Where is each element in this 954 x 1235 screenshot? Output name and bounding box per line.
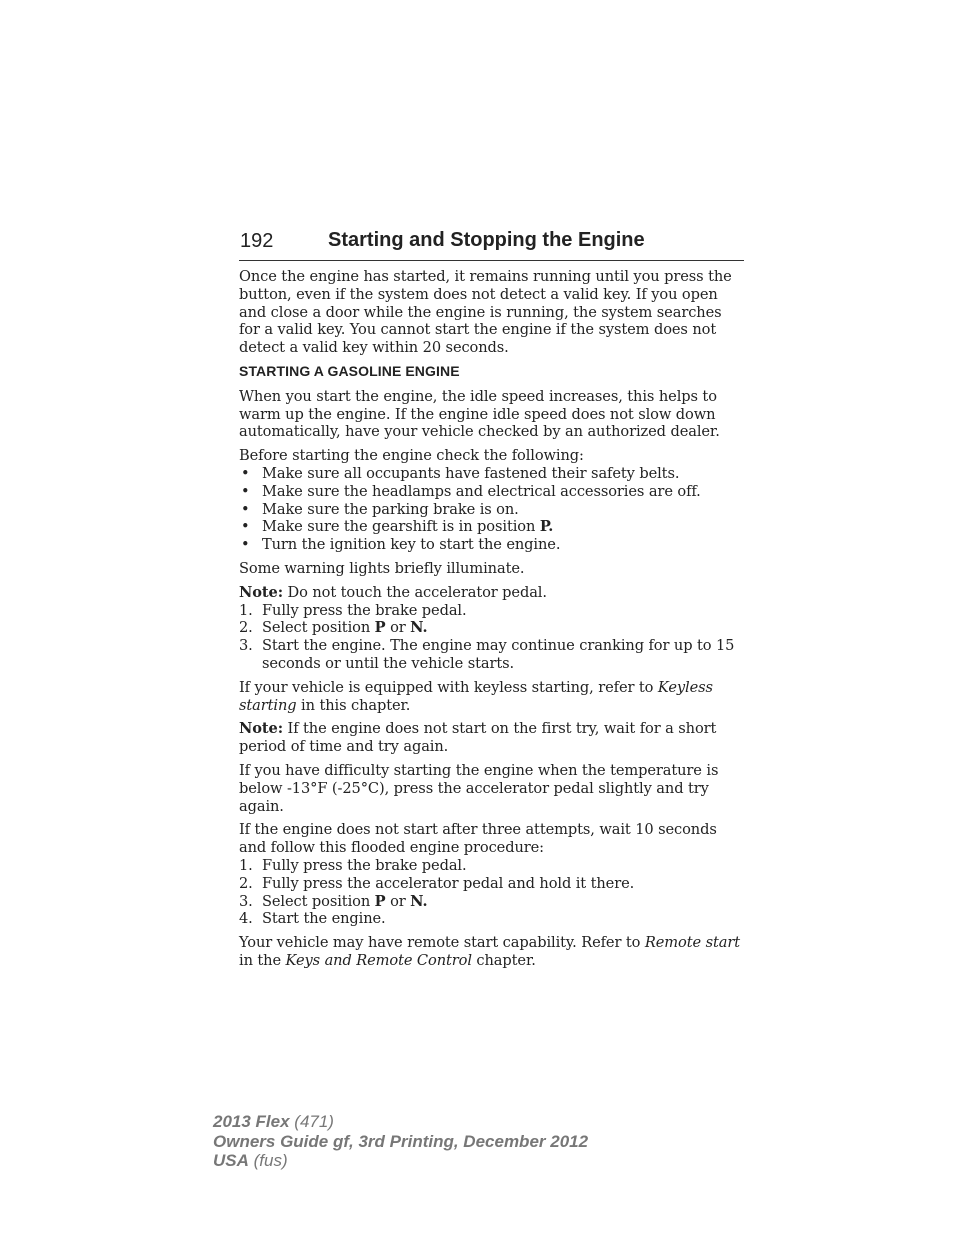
list-item: 2. Select position P or N.: [239, 619, 428, 637]
footer-line-model: 2013 Flex (471): [213, 1112, 334, 1131]
keyless-paragraph: If your vehicle is equipped with keyless starting, refer to Keyless starting in this chapter.: [239, 678, 713, 714]
intro-paragraph: Once the engine has started, it remains running until you press the button, even if the system does not detect a valid key. If you open and close a door while the engine is running, the system searches for a valid key. You cannot start the engine if the system does not detect a valid key within 20 seconds.: [239, 268, 732, 357]
note-accelerator: Note: Do not touch the accelerator pedal.: [239, 583, 547, 601]
step-number: 2.: [239, 619, 253, 637]
list-item: 2. Fully press the accelerator pedal and hold it there.: [239, 874, 635, 892]
list-item: • Make sure the gearshift is in position P.: [241, 518, 554, 536]
list-item: 1. Fully press the brake pedal.: [239, 601, 467, 619]
step-number: 3.: [239, 637, 253, 655]
list-item: • Turn the ignition key to start the engine.: [241, 536, 561, 554]
remote-start-reference: Remote start: [644, 934, 740, 952]
keys-chapter-reference: Keys and Remote Control: [285, 951, 472, 969]
list-item: • Make sure the parking brake is on.: [241, 500, 519, 518]
note-retry: Note: If the engine does not start on the first try, wait for a short period of time and try again.: [239, 720, 717, 756]
warning-lights-paragraph: Some warning lights briefly illuminate.: [239, 559, 525, 577]
step-number: 2.: [239, 874, 253, 892]
note-label: Note:: [239, 720, 283, 738]
list-item: • Make sure the headlamps and electrical accessories are off.: [241, 482, 701, 500]
bullet-icon: •: [241, 518, 250, 536]
step-number: 3.: [239, 892, 253, 910]
keyless-reference: Keyless starting: [239, 678, 713, 714]
page-content: [239, 268, 745, 976]
list-item: 3. Select position P or N.: [239, 892, 428, 910]
check-list: [239, 465, 745, 554]
footer-line-market: USA (fus): [213, 1151, 288, 1170]
list-item: 4. Start the engine.: [239, 910, 386, 928]
bullet-icon: •: [241, 464, 250, 482]
step-number: 1.: [239, 856, 253, 874]
start-steps: [239, 602, 745, 673]
step-number: 1.: [239, 601, 253, 619]
remote-start-paragraph: Your vehicle may have remote start capability. Refer to Remote start in the Keys and Remote Control chapter.: [239, 934, 740, 969]
step-number: 4.: [239, 910, 253, 928]
page-footer: [213, 1112, 588, 1171]
check-intro: Before starting the engine check the following:: [239, 447, 584, 465]
bullet-icon: •: [241, 536, 250, 554]
section-heading: STARTING A GASOLINE ENGINE: [239, 362, 460, 379]
footer-line-edition: Owners Guide gf, 3rd Printing, December 2012: [213, 1131, 589, 1151]
flooded-steps: [239, 857, 745, 928]
page-number: 192: [240, 230, 274, 252]
page-header: [239, 228, 744, 261]
list-item: 3. Start the engine. The engine may continue cranking for up to 15 seconds or until the vehicle starts.: [239, 637, 735, 672]
list-item: • Make sure all occupants have fastened their safety belts.: [241, 464, 680, 482]
bullet-icon: •: [241, 482, 250, 500]
cold-start-paragraph: If you have difficulty starting the engine when the temperature is below -13°F (-25°C), press the accelerator pedal slightly and try again.: [239, 761, 719, 815]
flooded-intro: If the engine does not start after three attempts, wait 10 seconds and follow this flooded engine procedure:: [239, 821, 717, 857]
bullet-icon: •: [241, 500, 250, 518]
list-item: 1. Fully press the brake pedal.: [239, 856, 467, 874]
idle-speed-paragraph: When you start the engine, the idle speed increases, this helps to warm up the engine. If the engine idle speed does not slow down automatically, have your vehicle checked by an authorized dealer.: [239, 387, 720, 441]
note-label: Note:: [239, 583, 283, 601]
page-title: Starting and Stopping the Engine: [328, 229, 645, 251]
